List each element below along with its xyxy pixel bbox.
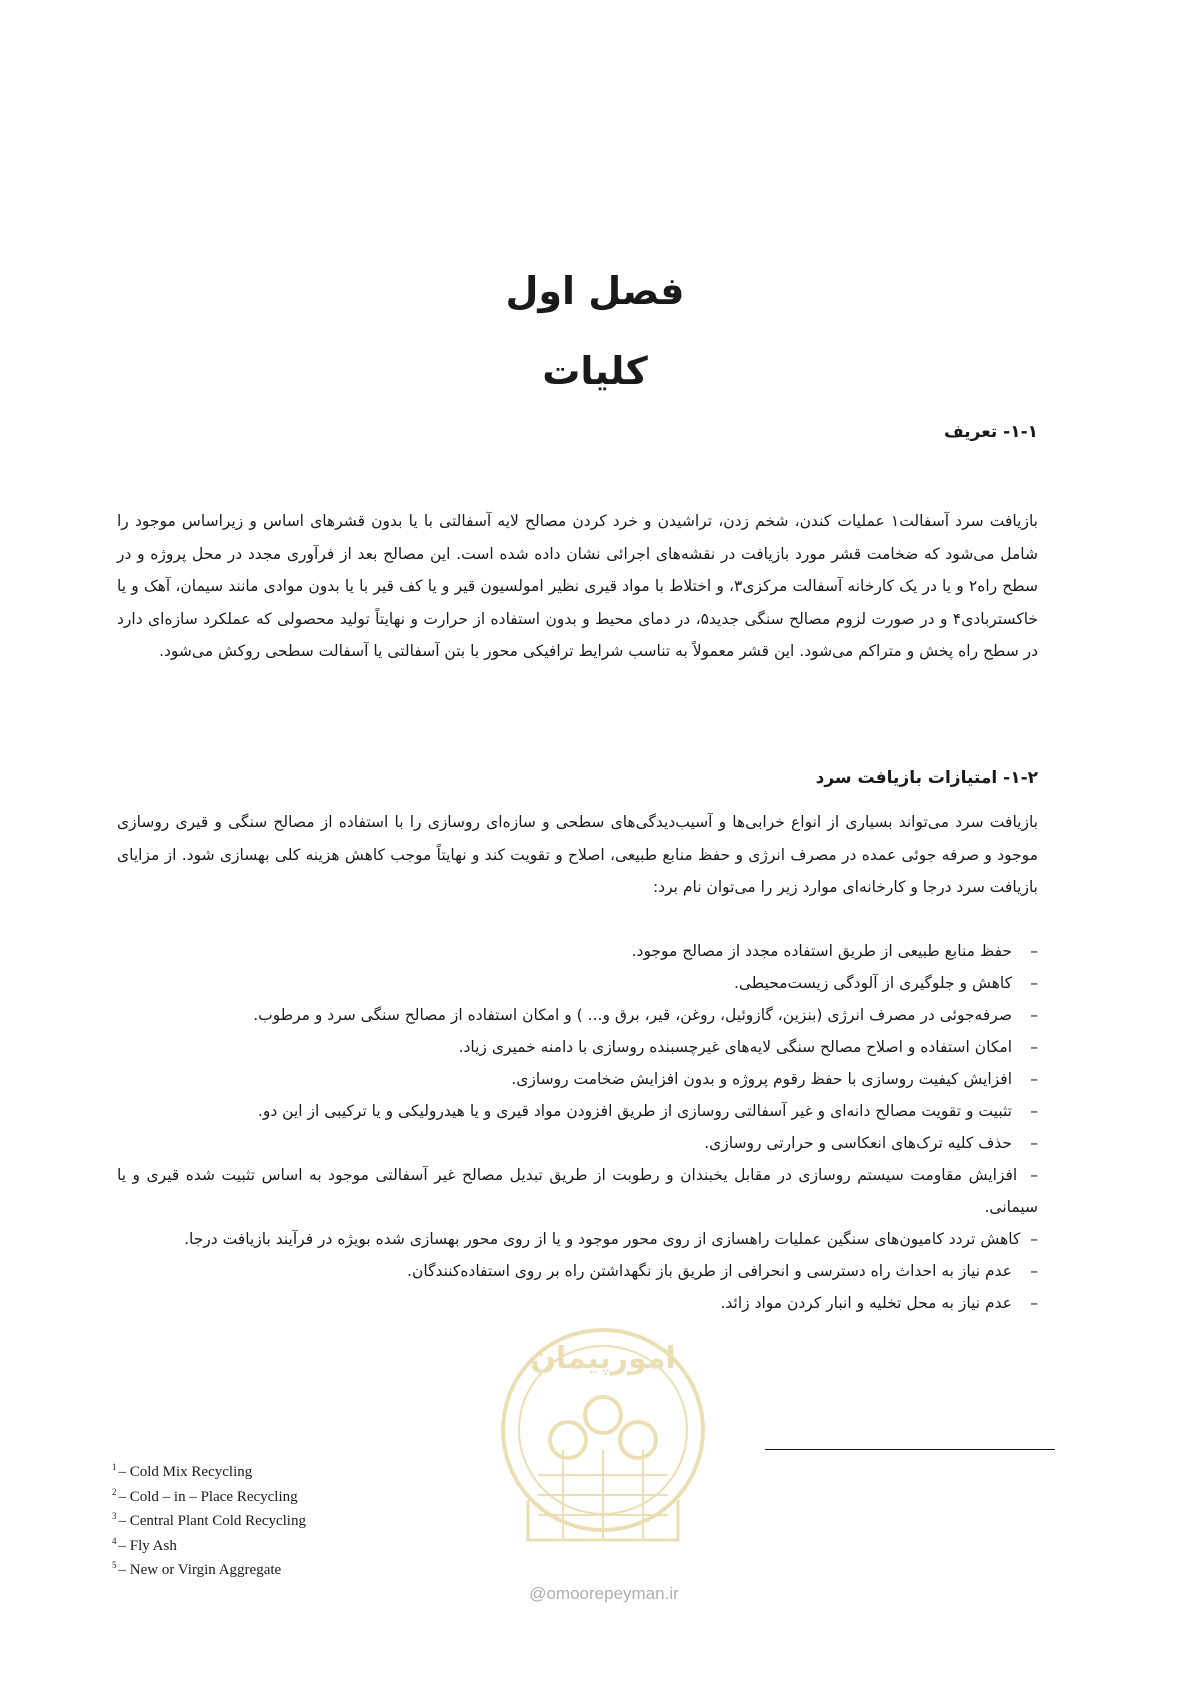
bullet-dash: – xyxy=(1020,1070,1038,1088)
advantages-paragraph: بازیافت سرد می‌تواند بسیاری از انواع خرابی‌ها و آسیب‌دیدگی‌های سطحی و سازه‌ای روسازی را با استفاده از مصالح سنگی و قیری روسازی موجود و صرفه جوئی عمده در مصرف انرژی و حفظ منابع طبیعی، اصلاح و تقویت کند و نهایتاً موجب کاهش هزینه کلی بهسازی شود. از مزایای بازیافت سرد درجا و کارخانه‌ای موارد زیر را می‌توان نام برد: xyxy=(117,813,1038,896)
bullet-dash: – xyxy=(1020,974,1038,992)
list-item xyxy=(117,1127,1038,1159)
list-item-text: حفظ منابع طبیعی از طریق استفاده مجدد از مصالح موجود. xyxy=(631,942,1012,960)
list-item xyxy=(117,935,1038,967)
list-item xyxy=(117,1159,1038,1223)
bullet-dash: – xyxy=(1020,1230,1038,1248)
list-item-text: افزایش کیفیت روسازی با حفظ رقوم پروژه و بدون افزایش ضخامت روسازی. xyxy=(511,1070,1012,1088)
bullet-dash: – xyxy=(1017,1166,1039,1184)
list-item xyxy=(117,1223,1038,1255)
section-heading-definition: ۱-۱- تعریف xyxy=(944,422,1038,442)
bullet-dash: – xyxy=(1020,1262,1038,1280)
list-item xyxy=(117,999,1038,1031)
footnote-item: $^1$ – Cold Mix Recycling xyxy=(112,1462,253,1480)
bullet-dash: – xyxy=(1020,1102,1038,1120)
footnote-item: $^3$ – Central Plant Cold Recycling xyxy=(112,1511,306,1529)
footnote-item: $^2$ – Cold – in – Place Recycling xyxy=(112,1486,298,1505)
bullet-dash: – xyxy=(1020,1006,1038,1024)
section-heading-advantages: ۱-۲- امتیازات بازیافت سرد xyxy=(815,768,1038,788)
chapter-subtitle: کلیات xyxy=(542,349,648,393)
watermark-seal xyxy=(488,1290,718,1590)
footnote-divider xyxy=(765,1449,1055,1450)
list-item-text: کاهش و جلوگیری از آلودگی زیست‌محیطی. xyxy=(733,974,1012,992)
footnote-item: $^4$ – Fly Ash xyxy=(112,1535,177,1554)
list-item-text: امکان استفاده و اصلاح مصالح سنگی لایه‌های غیرچسبنده روسازی با دامنه خمیری زیاد. xyxy=(458,1038,1012,1056)
list-item xyxy=(117,1031,1038,1063)
footnote-item: $^5$ – New or Virgin Aggregate xyxy=(112,1560,282,1578)
chapter-title: فصل اول xyxy=(505,269,685,313)
bullet-dash: – xyxy=(1020,942,1038,960)
watermark-url: @omoorepeyman.ir xyxy=(529,1584,679,1603)
advantages-list xyxy=(117,935,1038,1319)
bullet-dash: – xyxy=(1020,1294,1038,1312)
list-item-text: کاهش تردد کامیون‌های سنگین عملیات راهسازی از روی محور موجود و یا از روی محور بهسازی شده بویژه در فرآیند بازیافت درجا. xyxy=(184,1230,1021,1248)
list-item-text: تثبیت و تقویت مصالح دانه‌ای و غیر آسفالتی روسازی از طریق افزودن مواد قیری و یا هیدرولیکی و یا ترکیبی از این دو. xyxy=(257,1102,1012,1120)
list-item-text: افزایش مقاومت سیستم روسازی در مقابل یخبندان و رطوبت از طریق تبدیل مصالح غیر آسفالتی موجود به اساس تثبیت شده قیری و یا سیمانی. xyxy=(117,1166,1038,1216)
list-item xyxy=(117,967,1038,999)
watermark-brand: امورپیمان xyxy=(530,1341,676,1376)
list-item-text: صرفه‌جوئی در مصرف انرژی (بنزین، گازوئیل، روغن، قیر، برق و... ) و امکان استفاده از مصالح سنگی سرد و مرطوب. xyxy=(253,1006,1012,1024)
definition-paragraph: بازیافت سرد آسفالت۱ عملیات کندن، شخم زدن، تراشیدن و خرد کردن مصالح لایه آسفالتی با یا بدون قشرهای اساس و زیراساس موجود را شامل می‌شود که ضخامت قشر مورد بازیافت در نقشه‌های اجرائی نشان داده شده است. این مصالح بعد از فرآوری مجدد در محل پروژه و در سطح راه۲ و یا در یک کارخانه آسفالت مرکزی۳، و اختلاط با مواد قیری نظیر امولسیون قیر و یا کف قیر با یا بدون موادی مانند سیمان، آهک و یا خاکستربادی۴ و در صورت لزوم مصالح سنگی جدید۵، در دمای محیط و بدون استفاده از حرارت و نهایتاً تولید محصولی که عملکرد سازه‌ای دارد در سطح راه پخش و متراکم می‌شود. این قشر معمولاً به تناسب شرایط ترافیکی محور با بتن آسفالتی یا آسفالت سطحی روکش می‌شود. xyxy=(117,512,1038,660)
bullet-dash: – xyxy=(1020,1038,1038,1056)
footnotes xyxy=(112,1458,512,1581)
list-item-text: عدم نیاز به محل تخلیه و انبار کردن مواد زائد. xyxy=(720,1294,1012,1312)
list-item xyxy=(117,1095,1038,1127)
list-item xyxy=(117,1255,1038,1287)
list-item-text: عدم نیاز به احداث راه دسترسی و انحرافی از طریق باز نگهداشتن راه بر روی استفاده‌کنندگان. xyxy=(407,1262,1012,1280)
bullet-dash: – xyxy=(1020,1134,1038,1152)
list-item xyxy=(117,1063,1038,1095)
list-item-text: حذف کلیه ترک‌های انعکاسی و حرارتی روسازی. xyxy=(704,1134,1012,1152)
